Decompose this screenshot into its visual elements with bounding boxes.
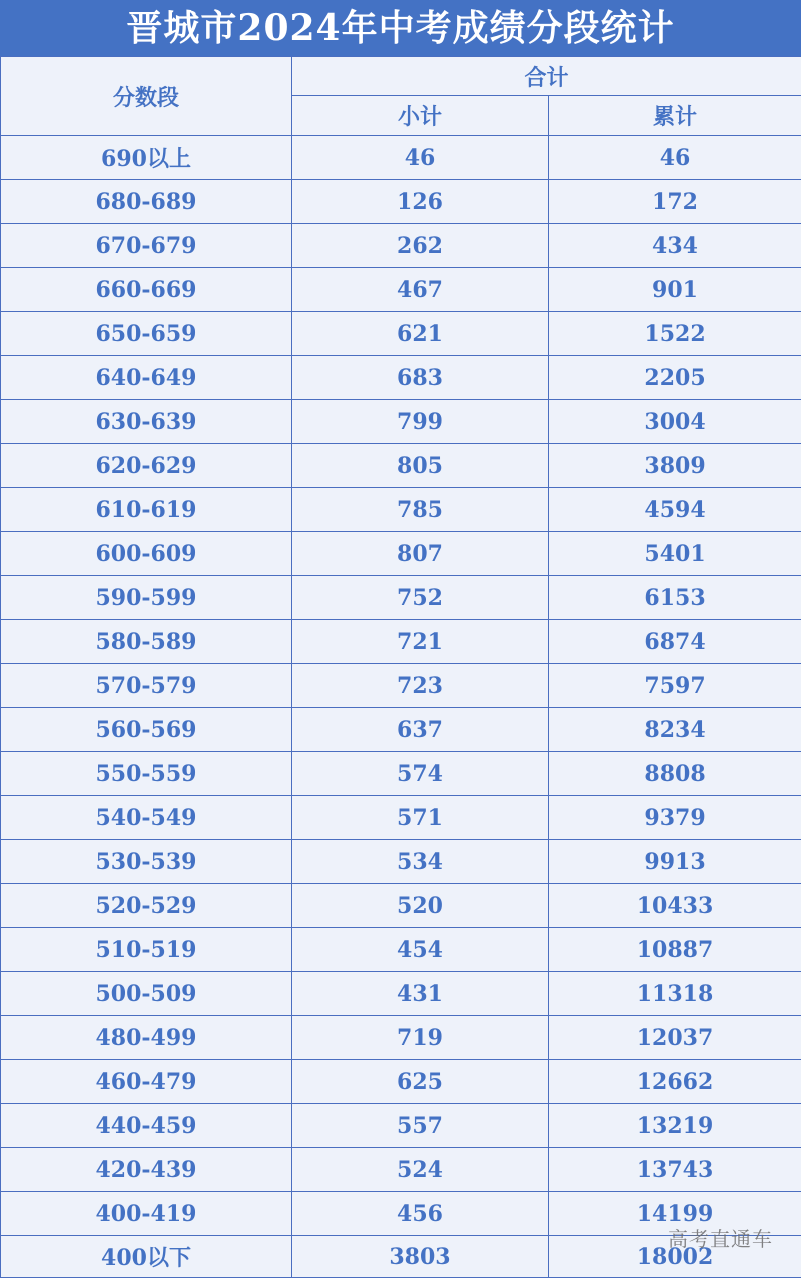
cell-segment: 610-619 xyxy=(1,488,292,532)
cell-subtotal: 574 xyxy=(292,752,549,796)
cell-segment: 440-459 xyxy=(1,1104,292,1148)
cell-segment: 570-579 xyxy=(1,664,292,708)
table-row xyxy=(1,400,801,444)
cell-segment: 650-659 xyxy=(1,312,292,356)
cell-subtotal: 557 xyxy=(292,1104,549,1148)
cell-segment: 400-419 xyxy=(1,1192,292,1236)
cell-subtotal: 126 xyxy=(292,180,549,224)
cell-segment: 640-649 xyxy=(1,356,292,400)
table-row xyxy=(1,664,801,708)
table-row xyxy=(1,1060,801,1104)
table-row xyxy=(1,224,801,268)
watermark: 高考直通车 xyxy=(668,1227,773,1251)
cell-subtotal: 625 xyxy=(292,1060,549,1104)
table-row xyxy=(1,1148,801,1192)
cell-subtotal: 46 xyxy=(292,136,549,180)
cell-subtotal: 454 xyxy=(292,928,549,972)
cell-cumulative: 10887 xyxy=(549,928,801,972)
cell-cumulative: 14199 xyxy=(549,1192,801,1236)
table-row xyxy=(1,884,801,928)
cell-cumulative: 12662 xyxy=(549,1060,801,1104)
cell-subtotal: 683 xyxy=(292,356,549,400)
page-title: 晋城市2024年中考成绩分段统计 xyxy=(0,0,801,56)
table-row xyxy=(1,576,801,620)
cell-segment: 500-509 xyxy=(1,972,292,1016)
table-row xyxy=(1,708,801,752)
cell-cumulative: 5401 xyxy=(549,532,801,576)
cell-segment: 680-689 xyxy=(1,180,292,224)
table-row xyxy=(1,444,801,488)
cell-cumulative: 4594 xyxy=(549,488,801,532)
cell-subtotal: 719 xyxy=(292,1016,549,1060)
cell-subtotal: 524 xyxy=(292,1148,549,1192)
cell-cumulative: 8808 xyxy=(549,752,801,796)
table-row xyxy=(1,972,801,1016)
cell-subtotal: 621 xyxy=(292,312,549,356)
table-row xyxy=(1,796,801,840)
table-row xyxy=(1,312,801,356)
cell-subtotal: 637 xyxy=(292,708,549,752)
cell-cumulative: 6153 xyxy=(549,576,801,620)
table-row xyxy=(1,752,801,796)
cell-cumulative: 172 xyxy=(549,180,801,224)
cell-cumulative: 9379 xyxy=(549,796,801,840)
cell-subtotal: 721 xyxy=(292,620,549,664)
cell-subtotal: 752 xyxy=(292,576,549,620)
cell-segment: 510-519 xyxy=(1,928,292,972)
cell-subtotal: 799 xyxy=(292,400,549,444)
cell-segment: 400以下 xyxy=(1,1236,292,1278)
cell-cumulative: 11318 xyxy=(549,972,801,1016)
table-row xyxy=(1,268,801,312)
header-cumulative: 累计 xyxy=(549,96,801,136)
cell-cumulative: 1522 xyxy=(549,312,801,356)
cell-cumulative: 13743 xyxy=(549,1148,801,1192)
cell-subtotal: 520 xyxy=(292,884,549,928)
cell-subtotal: 456 xyxy=(292,1192,549,1236)
cell-subtotal: 262 xyxy=(292,224,549,268)
cell-segment: 420-439 xyxy=(1,1148,292,1192)
cell-cumulative: 10433 xyxy=(549,884,801,928)
cell-cumulative: 46 xyxy=(549,136,801,180)
cell-cumulative: 2205 xyxy=(549,356,801,400)
cell-cumulative: 8234 xyxy=(549,708,801,752)
cell-segment: 460-479 xyxy=(1,1060,292,1104)
table-row xyxy=(1,180,801,224)
table-row xyxy=(1,620,801,664)
table-row xyxy=(1,840,801,884)
cell-segment: 580-589 xyxy=(1,620,292,664)
cell-segment: 520-529 xyxy=(1,884,292,928)
cell-cumulative: 9913 xyxy=(549,840,801,884)
cell-subtotal: 805 xyxy=(292,444,549,488)
cell-segment: 480-499 xyxy=(1,1016,292,1060)
cell-segment: 670-679 xyxy=(1,224,292,268)
cell-cumulative: 13219 xyxy=(549,1104,801,1148)
cell-cumulative: 901 xyxy=(549,268,801,312)
cell-segment: 590-599 xyxy=(1,576,292,620)
score-distribution-table xyxy=(0,56,801,1278)
table-body xyxy=(1,136,801,1278)
cell-cumulative: 6874 xyxy=(549,620,801,664)
table-row xyxy=(1,1104,801,1148)
table-row xyxy=(1,532,801,576)
cell-cumulative: 3004 xyxy=(549,400,801,444)
cell-subtotal: 431 xyxy=(292,972,549,1016)
cell-cumulative: 3809 xyxy=(549,444,801,488)
table-row xyxy=(1,488,801,532)
cell-cumulative: 7597 xyxy=(549,664,801,708)
table-row xyxy=(1,1016,801,1060)
cell-segment: 630-639 xyxy=(1,400,292,444)
cell-segment: 550-559 xyxy=(1,752,292,796)
cell-segment: 560-569 xyxy=(1,708,292,752)
table-row xyxy=(1,356,801,400)
table-row xyxy=(1,136,801,180)
header-subtotal: 小计 xyxy=(292,96,549,136)
cell-subtotal: 723 xyxy=(292,664,549,708)
cell-segment: 620-629 xyxy=(1,444,292,488)
cell-segment: 690以上 xyxy=(1,136,292,180)
cell-segment: 540-549 xyxy=(1,796,292,840)
table-row xyxy=(1,928,801,972)
cell-subtotal: 807 xyxy=(292,532,549,576)
cell-segment: 530-539 xyxy=(1,840,292,884)
cell-cumulative: 18002 xyxy=(549,1236,801,1278)
cell-subtotal: 467 xyxy=(292,268,549,312)
cell-subtotal: 3803 xyxy=(292,1236,549,1278)
cell-segment: 660-669 xyxy=(1,268,292,312)
cell-cumulative: 12037 xyxy=(549,1016,801,1060)
cell-segment: 600-609 xyxy=(1,532,292,576)
header-segment: 分数段 xyxy=(1,57,292,136)
cell-subtotal: 785 xyxy=(292,488,549,532)
cell-cumulative: 434 xyxy=(549,224,801,268)
header-group-total: 合计 xyxy=(292,57,801,96)
cell-subtotal: 571 xyxy=(292,796,549,840)
cell-subtotal: 534 xyxy=(292,840,549,884)
